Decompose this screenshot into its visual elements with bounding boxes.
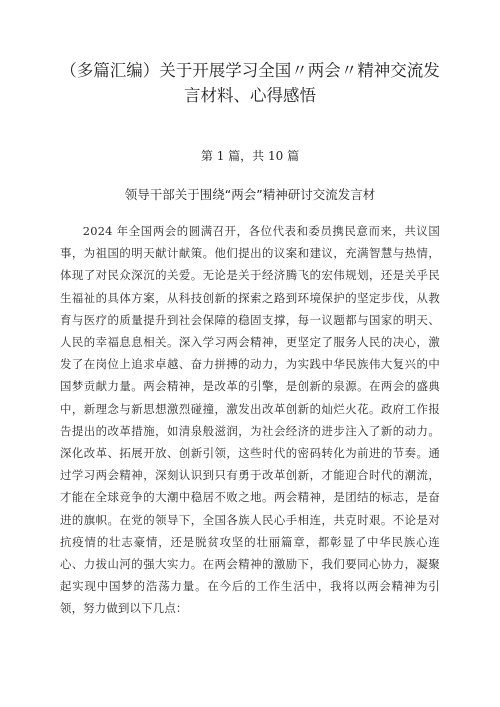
section-title: 领导干部关于围绕“两会”精神研讨交流发言材: [124, 187, 376, 202]
part-indicator: 第 1 篇，共 10 篇: [200, 149, 300, 163]
body-paragraph: 2024 年全国两会的圆满召开，各位代表和委员携民意而来，共议国事，为祖国的明天献计献策。他们提出的议案和建议，充满智慧与热情，体现了对民众深沉的关爱。无论是关于经济腾飞的宏伟规划，还是关乎民生福祉的具体方案，从科技创新的探索之路到环境保护的坚定步伐，从教育与医疗的质量提升到社会保障的稳固支撑，每一议题都与国家的明天、人民的幸福息息相关。深入学习两会精神，更坚定了服务人民的决心，激发了在岗位上追求卓越、奋力拼搏的动力，为实践中华民族伟大复兴的中国梦贡献力量。两会精神，是改革的引擎，是创新的泉源。在两会的盛典中，新理念与新思想激烈碰撞，激发出改革创新的灿烂火花。政府工作报告提出的改革措施，如清泉般滋润，为社会经济的进步注入了新的动力。深化改革、拓展开放、创新引领，这些时代的密码转化为前进的节奏。通过学习两会精神，深刻认识到只有勇于改革创新，才能迎合时代的潮流，才能在全球竞争的大潮中稳居不败之地。两会精神，是团结的标志，是奋进的旗帜。在党的领导下，全国各族人民心手相连，共克时艰。不论是对抗疫情的壮志豪情，还是脱贫攻坚的壮丽篇章，都彰显了中华民族心连心、力拔山河的强大实力。在两会精神的激励下，我们要同心协力，凝聚起实现中国梦的浩荡力量。在今后的工作生活中，我将以两会精神为引领，努力做到以下几点：: [60, 224, 440, 616]
document-title: （多篇汇编）关于开展学习全国〃两会〃精神交流发言材料、心得感悟: [60, 61, 440, 105]
